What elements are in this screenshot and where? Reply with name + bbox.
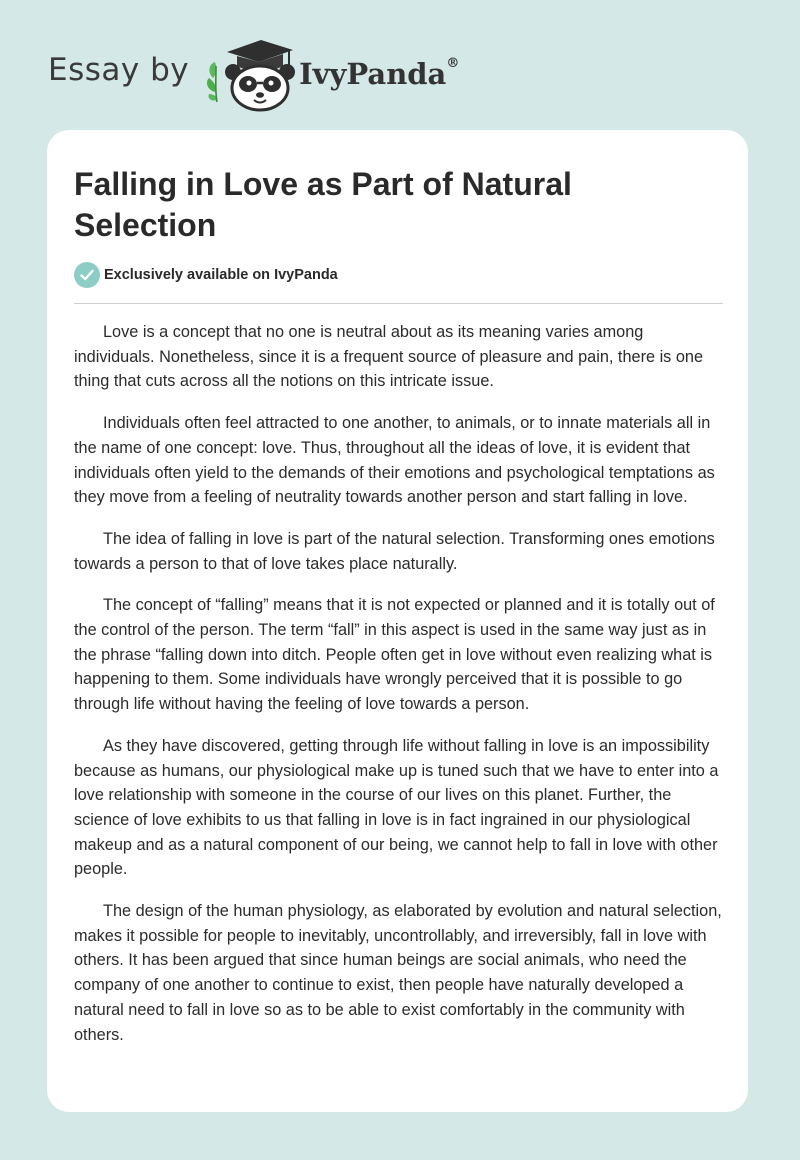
registered-mark: ® [446, 56, 460, 72]
panda-logo-icon[interactable] [203, 36, 295, 112]
essay-title: Falling in Love as Part of Natural Selection [74, 166, 572, 243]
divider [74, 303, 723, 304]
essay-card [47, 130, 748, 1112]
essay-by-label: Essay by [48, 52, 190, 88]
paragraph: Love is a concept that no one is neutral about as its meaning varies among individuals. Nonetheless, since it is a frequent source of pleasure and pain, there is one thing that cuts across all the notions on this intricate issue. [74, 323, 704, 391]
paragraph: Individuals often feel attracted to one another, to animals, or to innate materials all in the name of one concept: love. Thus, throughout all the ideas of love, it is evident that individuals often yield to the demands of their emotions and psychological temptations as they move from a feeling of neutrality towards another person and start falling in love. [74, 414, 715, 507]
brand-name[interactable]: IvyPanda® [299, 56, 460, 91]
site-header [48, 36, 459, 112]
paragraph: As they have discovered, getting through life without falling in love is an impossibility because as humans, our physiological make up is tuned such that we have to enter into a love relationship with someone in the course of our lives on this planet. Further, the science of love exhibits to us that falling in love is in fact ingrained in our physiological makeup and as a natural component of our being, we cannot help to fall in love with other people. [74, 736, 719, 879]
leaf-icon [207, 62, 217, 102]
exclusive-badge-text: Exclusively available on IvyPanda [104, 267, 338, 283]
essay-body [74, 320, 726, 1064]
paragraph: The design of the human physiology, as elaborated by evolution and natural selection, makes it possible for people to inevitably, uncontrollably, and irreversibly, fall in love with others. It has been argued that since human beings are social animals, who need the company of one another to continue to exist, then people have naturally developed a natural need to fall in love so as to be able to exist comfortably in the community with others. [74, 902, 722, 1044]
paragraph: The concept of “falling” means that it is not expected or planned and it is totally out of the control of the person. The term “fall” in this aspect is used in the same way just as in the phrase “falling down into ditch. People often get in love without even realizing what is happening to them. Some individuals have wrongly perceived that it is possible to go through life without having the feeling of love towards a person. [74, 596, 715, 714]
paragraph: The idea of falling in love is part of the natural selection. Transforming ones emotions towards a person to that of love takes place naturally. [74, 529, 715, 573]
exclusive-badge [74, 262, 338, 288]
check-icon [74, 262, 100, 288]
